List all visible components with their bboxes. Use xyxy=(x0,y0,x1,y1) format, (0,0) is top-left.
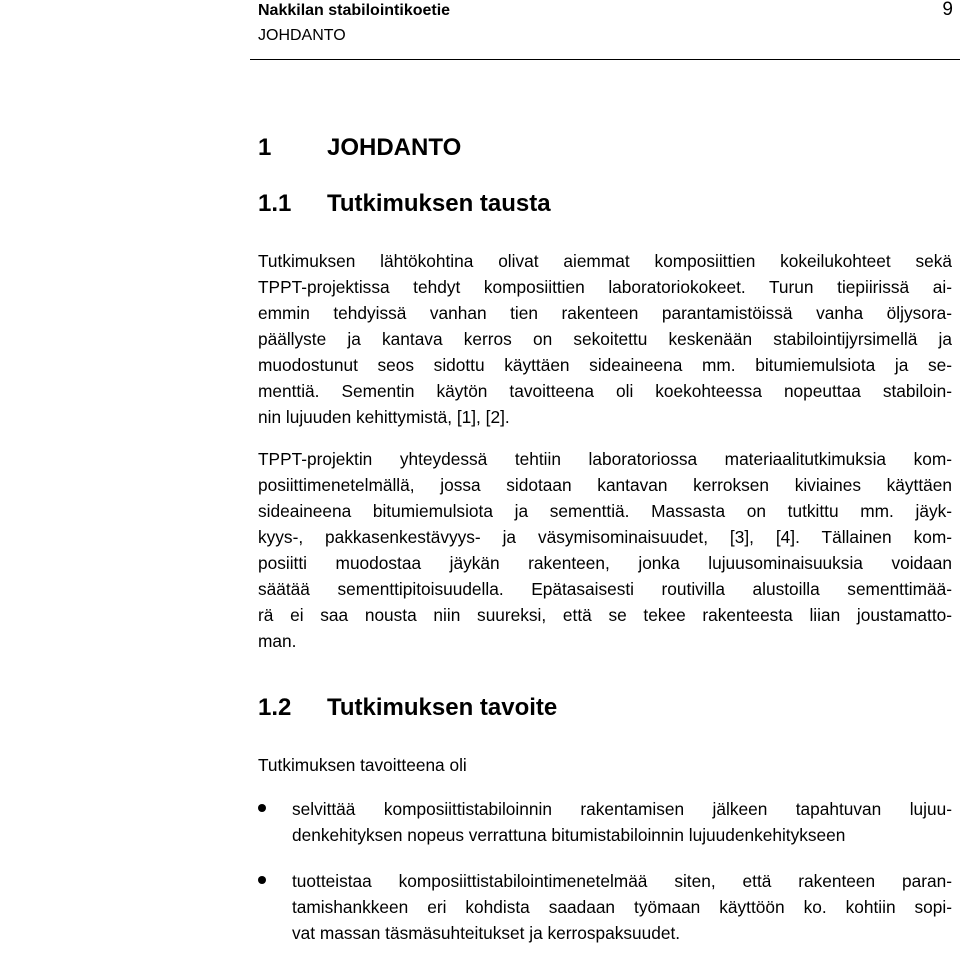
text-line: nin lujuuden kehittymistä, [1], [2]. xyxy=(258,407,510,427)
list-item xyxy=(258,868,952,946)
objectives-intro xyxy=(258,752,952,778)
text-line: tamishankkeen eri kohdista saadaan työmaan käyttöön ko. kohtiin sopi- xyxy=(292,897,952,917)
running-header-chapter: JOHDANTO xyxy=(258,27,346,44)
header-divider xyxy=(250,59,960,60)
paragraph-background-2 xyxy=(258,446,952,654)
text-line: kyys-, pakkasenkestävyys- ja väsymisominaisuudet, [3], [4]. Tällainen kom- xyxy=(258,527,952,547)
section-title: Tutkimuksen tausta xyxy=(327,190,551,217)
text-line: selvittää komposiittistabiloinnin rakentamisen jälkeen tapahtuvan lujuu- xyxy=(292,799,952,819)
list-item xyxy=(258,796,952,848)
paragraph-background-1 xyxy=(258,248,952,430)
text-line: emmin tehdyissä vanhan tien rakenteen parantamistöissä vanha öljysora- xyxy=(258,303,952,323)
text-line: sideaineena bitumiemulsiota ja sementtiä. Massasta on tutkittu mm. jäyk- xyxy=(258,501,952,521)
text-line: muodostunut seos sidottu käyttäen sideaineena mm. bitumiemulsiota ja se- xyxy=(258,355,952,375)
chapter-number: 1 xyxy=(258,134,272,161)
text-line: man. xyxy=(258,631,297,651)
running-header-title: Nakkilan stabilointikoetie xyxy=(258,2,451,19)
text-line: TPPT-projektissa tehdyt komposiittien laboratoriokokeet. Turun tiepiirissä ai- xyxy=(258,277,952,297)
text-line: posiittimenetelmällä, jossa sidotaan kantavan kerroksen kiviaines käyttäen xyxy=(258,475,952,495)
chapter-title: JOHDANTO xyxy=(327,134,462,161)
text-line: menttiä. Sementin käytön tavoitteena oli koekohteessa nopeuttaa stabiloin- xyxy=(258,381,952,401)
text-line: Tutkimuksen tavoitteena oli xyxy=(258,755,467,775)
section-heading-1-2 xyxy=(258,694,952,730)
bullet-icon xyxy=(258,876,266,884)
section-number: 1.1 xyxy=(258,190,292,217)
section-number: 1.2 xyxy=(258,694,292,721)
bullet-icon xyxy=(258,804,266,812)
text-line: TPPT-projektin yhteydessä tehtiin laboratoriossa materiaalitutkimuksia kom- xyxy=(258,449,952,469)
chapter-heading xyxy=(258,134,952,170)
text-line: denkehityksen nopeus verrattuna bitumistabiloinnin lujuudenkehitykseen xyxy=(292,825,846,845)
page-body xyxy=(258,134,952,946)
objectives-list xyxy=(258,796,952,946)
text-line: rä ei saa nousta niin suureksi, että se tekee rakenteesta liian joustamatto- xyxy=(258,605,952,625)
section-heading-1-1 xyxy=(258,190,952,226)
section-title: Tutkimuksen tavoite xyxy=(327,694,558,721)
text-line: säätää sementtipitoisuudella. Epätasaisesti routivilla alustoilla sementtimää- xyxy=(258,579,952,599)
text-line: Tutkimuksen lähtökohtina olivat aiemmat komposiittien kokeilukohteet sekä xyxy=(258,251,952,271)
text-line: vat massan täsmäsuhteitukset ja kerrospaksuudet. xyxy=(292,923,681,943)
text-line: posiitti muodostaa jäykän rakenteen, jonka lujuusominaisuuksia voidaan xyxy=(258,553,952,573)
text-line: tuotteistaa komposiittistabilointimenetelmää siten, että rakenteen paran- xyxy=(292,871,952,891)
text-line: päällyste ja kantava kerros on sekoitettu keskenään stabilointijyrsimellä ja xyxy=(258,329,952,349)
page-number: 9 xyxy=(942,0,953,20)
